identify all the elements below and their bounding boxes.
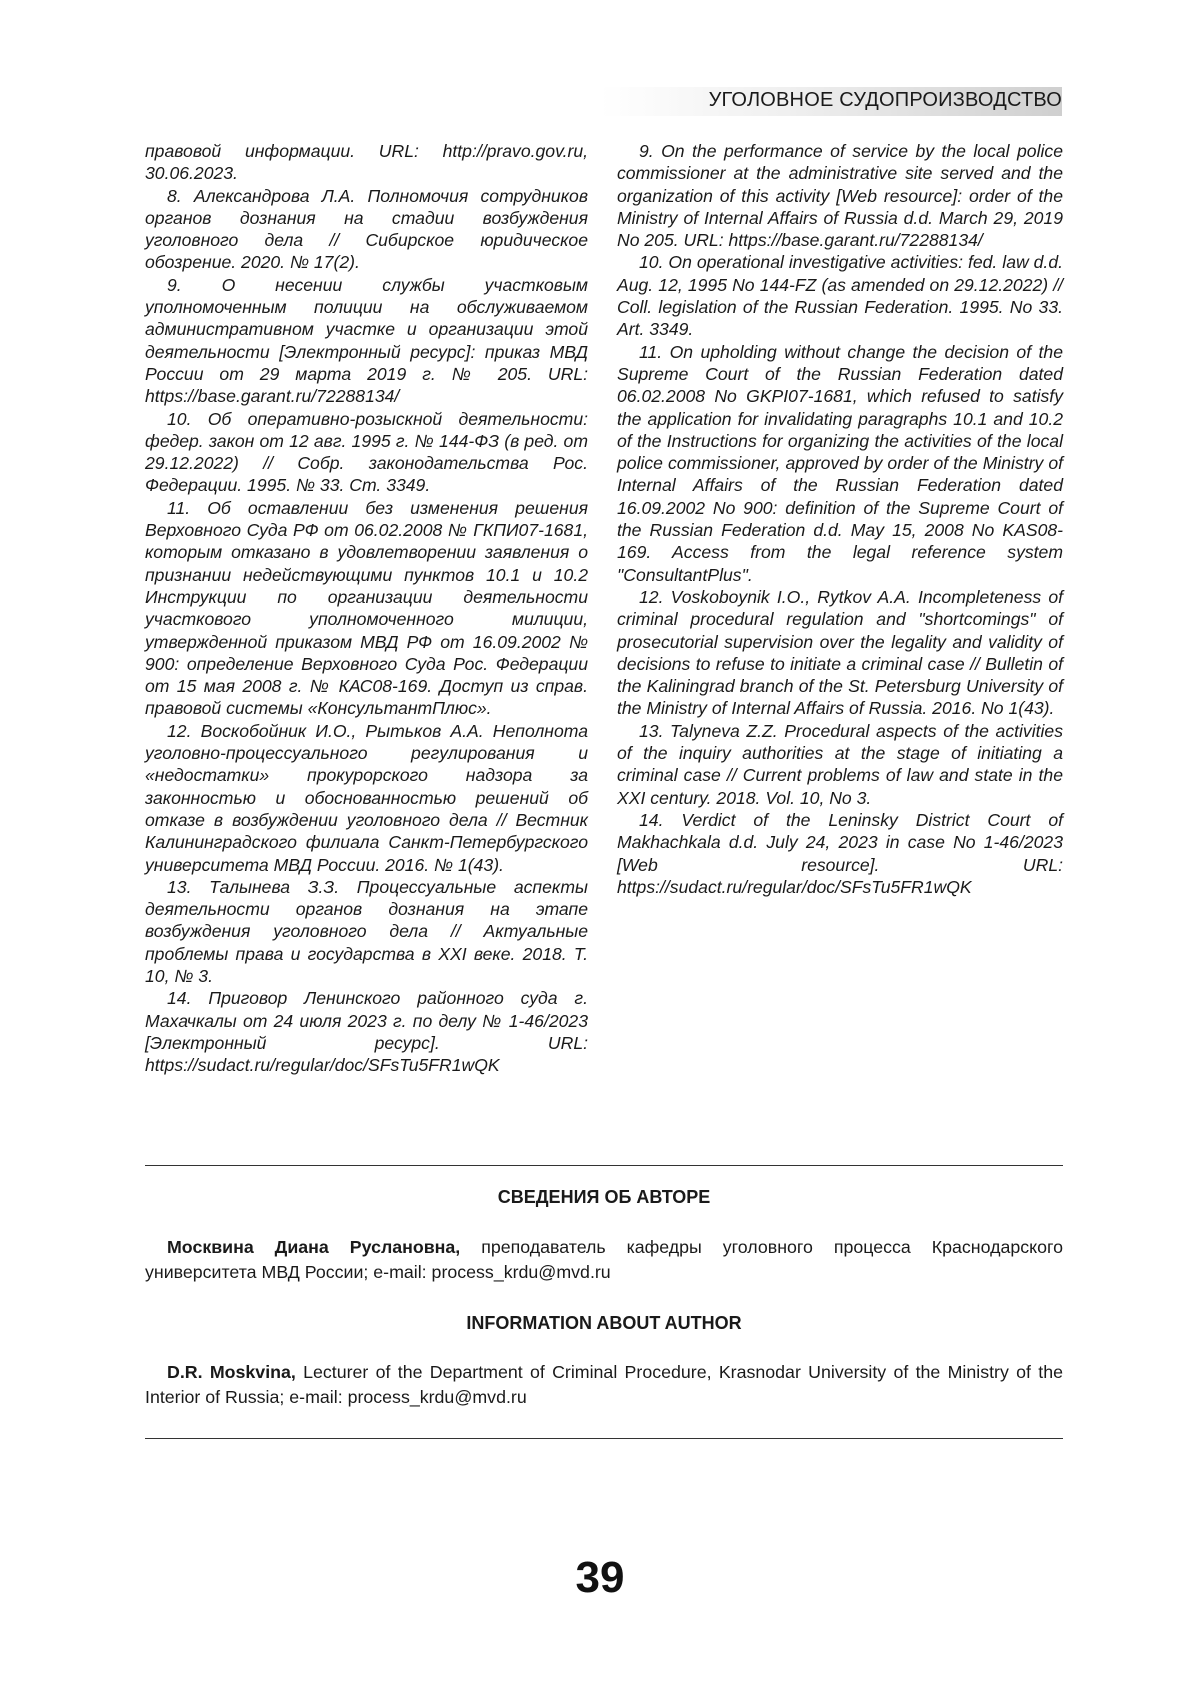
reference-item: 14. Verdict of the Leninsky District Court of Makhachkala d.d. July 24, 2023 in case No 1-46/2023 [Web resource]. URL: https://sudact.ru/regular/doc/SFsTu5FR1wQK [617, 809, 1063, 898]
author-info-ru [145, 1235, 1063, 1285]
author-description-ru: преподаватель кафедры уголовного процесса Краснодарского университета МВД России; e-mail: process_krdu@mvd.ru [145, 1237, 1063, 1282]
reference-item: 10. Об оперативно-розыскной деятельности: федер. закон от 12 авг. 1995 г. № 144-ФЗ (в ред. от 29.12.2022) // Собр. законодательства Рос. Федерации. 1995. № 33. Ст. 3349. [145, 408, 588, 497]
author-heading-en: INFORMATION ABOUT AUTHOR [145, 1313, 1063, 1334]
divider-bottom [145, 1438, 1063, 1439]
reference-item: 12. Voskoboynik I.O., Rytkov A.A. Incompleteness of criminal procedural regulation and "shortcomings" of prosecutorial supervision over the legality and validity of decisions to refuse to initiate a criminal case // Bulletin of the Kaliningrad branch of the St. Petersburg University of the Ministry of Internal Affairs of Russia. 2016. No 1(43). [617, 586, 1063, 720]
reference-item: 9. О несении службы участковым уполномоченным полиции на обслуживаемом административном участке и организации этой деятельности [Электронный ресурс]: приказ МВД России от 29 марта 2019 г. № 205. URL: https://base.garant.ru/72288134/ [145, 274, 588, 408]
reference-item: 13. Talyneva Z.Z. Procedural aspects of the activities of the inquiry authorities at the stage of initiating a criminal case // Current problems of law and state in the XXI century. 2018. Vol. 10, No 3. [617, 720, 1063, 809]
reference-item: 10. On operational investigative activities: fed. law d.d. Aug. 12, 1995 No 144-FZ (as amended on 29.12.2022) // Coll. legislation of the Russian Federation. 1995. No 33. Art. 3349. [617, 251, 1063, 340]
reference-item: 13. Талынева З.З. Процессуальные аспекты деятельности органов дознания на этапе возбуждения уголовного дела // Актуальные проблемы права и государства в XXI веке. 2018. Т. 10, № 3. [145, 876, 588, 987]
reference-item: 11. On upholding without change the decision of the Supreme Court of the Russian Federation dated 06.02.2008 No GKPI07-1681, which refused to satisfy the application for invalidating paragraphs 10.1 and 10.2 of the Instructions for organizing the activities of the local police commissioner, approved by order of the Ministry of Internal Affairs of the Russian Federation dated 16.09.2002 No 900: definition of the Supreme Court of the Russian Federation d.d. May 15, 2008 No KAS08-169. Access from the legal reference system "ConsultantPlus". [617, 341, 1063, 586]
references-english [617, 140, 1063, 898]
running-header: УГОЛОВНОЕ СУДОПРОИЗВОДСТВО [709, 89, 1062, 112]
reference-item: 14. Приговор Ленинского районного суда г. Махачкалы от 24 июля 2023 г. по делу № 1-46/2023 [Электронный ресурс]. URL: https://sudact.ru/regular/doc/SFsTu5FR1wQK [145, 987, 588, 1076]
references-russian [145, 140, 588, 1076]
author-name-en: D.R. Moskvina, [167, 1362, 296, 1382]
author-name-ru: Москвина Диана Руслановна, [167, 1237, 460, 1257]
reference-item: правовой информации. URL: http://pravo.gov.ru, 30.06.2023. [145, 140, 588, 185]
author-info-en [145, 1360, 1063, 1410]
reference-item: 9. On the performance of service by the local police commissioner at the administrative site served and the organization of this activity [Web resource]: order of the Ministry of Internal Affairs of Russia d.d. March 29, 2019 No 205. URL: https://base.garant.ru/72288134/ [617, 140, 1063, 251]
author-heading-ru: СВЕДЕНИЯ ОБ АВТОРЕ [145, 1187, 1063, 1208]
reference-item: 11. Об оставлении без изменения решения Верховного Суда РФ от 06.02.2008 № ГКПИ07-1681, которым отказано в удовлетворении заявления о признании недействующими пунктов 10.1 и 10.2 Инструкции по организации деятельности участкового уполномоченного милиции, утвержденной приказом МВД РФ от 16.09.2002 № 900: определение Верховного Суда Рос. Федерации от 15 мая 2008 г. № КАС08-169. Доступ из справ. правовой системы «КонсультантПлюс». [145, 497, 588, 720]
reference-item: 8. Александрова Л.А. Полномочия сотрудников органов дознания на стадии возбуждения уголовного дела // Сибирское юридическое обозрение. 2020. № 17(2). [145, 185, 588, 274]
author-description-en: Lecturer of the Department of Criminal Procedure, Krasnodar University of the Ministry of the Interior of Russia; e-mail: process_krdu@mvd.ru [145, 1362, 1063, 1407]
reference-item: 12. Воскобойник И.О., Рытьков А.А. Неполнота уголовно-процессуального регулирования и «недостатки» прокурорского надзора за законностью и обоснованностью решений об отказе в возбуждении уголовного дела // Вестник Калининградского филиала Санкт-Петербургского университета МВД России. 2016. № 1(43). [145, 720, 588, 876]
divider-top [145, 1165, 1063, 1166]
page-number: 39 [0, 1553, 1200, 1603]
